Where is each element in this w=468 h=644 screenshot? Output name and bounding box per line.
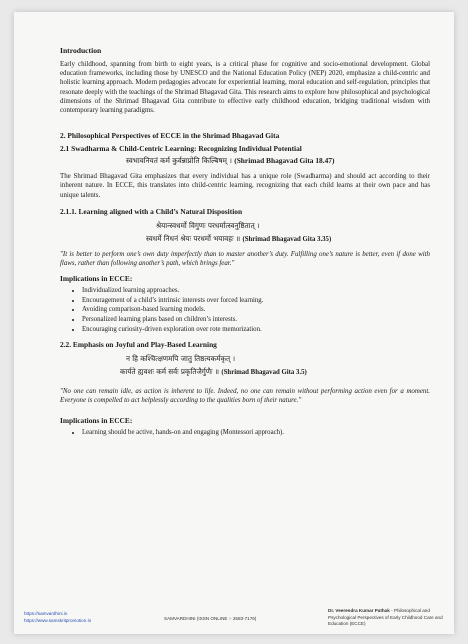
sanskrit-text: स्वभावनियतं कर्म कुर्वन्नाप्नोति किल्बिषम् ।: [126, 156, 232, 166]
author-name: Dr. Veerendra Kumar Pathak: [328, 608, 390, 613]
verse-line-2: [60, 365, 430, 379]
verse-citation: (Shrimad Bhagavad Gita 3.5): [221, 369, 307, 377]
sanskrit-verse-3-5: [60, 352, 430, 379]
list-item: • Individualized learning approaches.: [82, 286, 430, 296]
verse-line-1: न हि कश्चित्क्षणमपि जातु तिष्ठत्यकर्मकृत् ।: [126, 354, 236, 364]
sanskrit-verse-3-35: [60, 219, 430, 246]
page-content: [60, 46, 430, 443]
sanskrit-verse-18-47: [60, 156, 430, 166]
document-page: [14, 12, 454, 634]
implications-heading: Implications in ECCE:: [60, 415, 133, 425]
implications-heading: Implications in ECCE:: [60, 274, 133, 284]
implications-list: [60, 428, 430, 438]
section-2-1-1-heading: 2.1.1. Learning aligned with a Child’s Natural Disposition: [60, 206, 243, 216]
journal-name: SAMVARDHINI (ISSN ONLINE :- 2583-7176): [164, 616, 257, 621]
page-footer: [14, 604, 454, 634]
verse-line-2: [60, 232, 430, 246]
section-2-heading: 2. Philosophical Perspectives of ECCE in the Shrimad Bhagavad Gita: [60, 131, 280, 141]
verse-line-2-text: कार्यते ह्यवशः कर्म सर्वः प्रकृतिजैर्गुणैः ॥: [120, 367, 220, 377]
list-item: • Learning should be active, hands-on and engaging (Montessori approach).: [82, 428, 430, 438]
verse-translation-quote: "No one can remain idle, as action is inherent to life. Indeed, no one can remain without performing action even for a moment. Everyone is compelled to act helplessly according to the qualities born of their nature.": [60, 388, 430, 405]
verse-citation: (Shrimad Bhagavad Gita 3.35): [242, 235, 332, 243]
list-item: • Encouragement of a child’s intrinsic interests over forced learning.: [82, 296, 430, 306]
verse-line-2-text: स्वधर्मे निधनं श्रेयः परधर्मो भयावहः ॥: [146, 233, 241, 243]
verse-translation-quote: "It is better to perform one’s own duty imperfectly than to master another’s duty. Fulfilling one’s nature is better, even if done with flaws, rather than following another’s path, which brings fear.": [60, 250, 430, 268]
implications-list: [60, 286, 430, 334]
list-item: • Avoiding comparison-based learning models.: [82, 305, 430, 315]
verse-citation: (Shrimad Bhagavad Gita 18.47): [234, 156, 335, 166]
section-2-1-paragraph: The Shrimad Bhagavad Gita emphasizes that every individual has a unique role (Swadharma) and should act according to their inherent nature. In ECCE, this translates into child-centric learning, recognizing that each child learns at their own pace and has unique talents.: [60, 173, 430, 199]
verse-line-1: श्रेयान्स्वधर्मो विगुणः परधर्मात्स्वनुष्ठितात् ।: [156, 220, 260, 230]
section-2-2-heading: 2.2. Emphasis on Joyful and Play-Based Learning: [60, 340, 217, 350]
introduction-heading: Introduction: [60, 46, 102, 55]
website-link[interactable]: https://www.samskritpromotion.in: [24, 618, 92, 623]
article-reference: [328, 608, 446, 628]
list-item: • Encouraging curiosity-driven exploration over rote memorization.: [82, 325, 430, 335]
footer-links: [24, 610, 91, 624]
introduction-paragraph: Early childhood, spanning from birth to eight years, is a critical phase for cognitive and socio-emotional development. Global education frameworks, including those by UNESCO and the National Education Policy (NEP) 2020, emphasize a child-centric and holistic learning approach. Modern pedagogies advocate for experiential learning, moral education and self-regulation, principles that resonate deeply with the teachings of the Shrimad Bhagavad Gita. This research aims to explore how philosophical and psychological dimensions of the Shrimad Bhagavad Gita contribute to effective early childhood education, bridging traditional wisdom with contemporary learning paradigms.: [60, 61, 430, 115]
article-title: - Philosophical and Psychological Perspectives of Early Childhood Care and Education (ECCE): [328, 608, 443, 626]
website-link[interactable]: https://samvardhini.in: [24, 611, 68, 616]
section-2-1-heading: 2.1 Swadharma & Child-Centric Learning: Recognizing Individual Potential: [60, 144, 302, 154]
list-item: • Personalized learning plans based on children’s interests.: [82, 315, 430, 325]
